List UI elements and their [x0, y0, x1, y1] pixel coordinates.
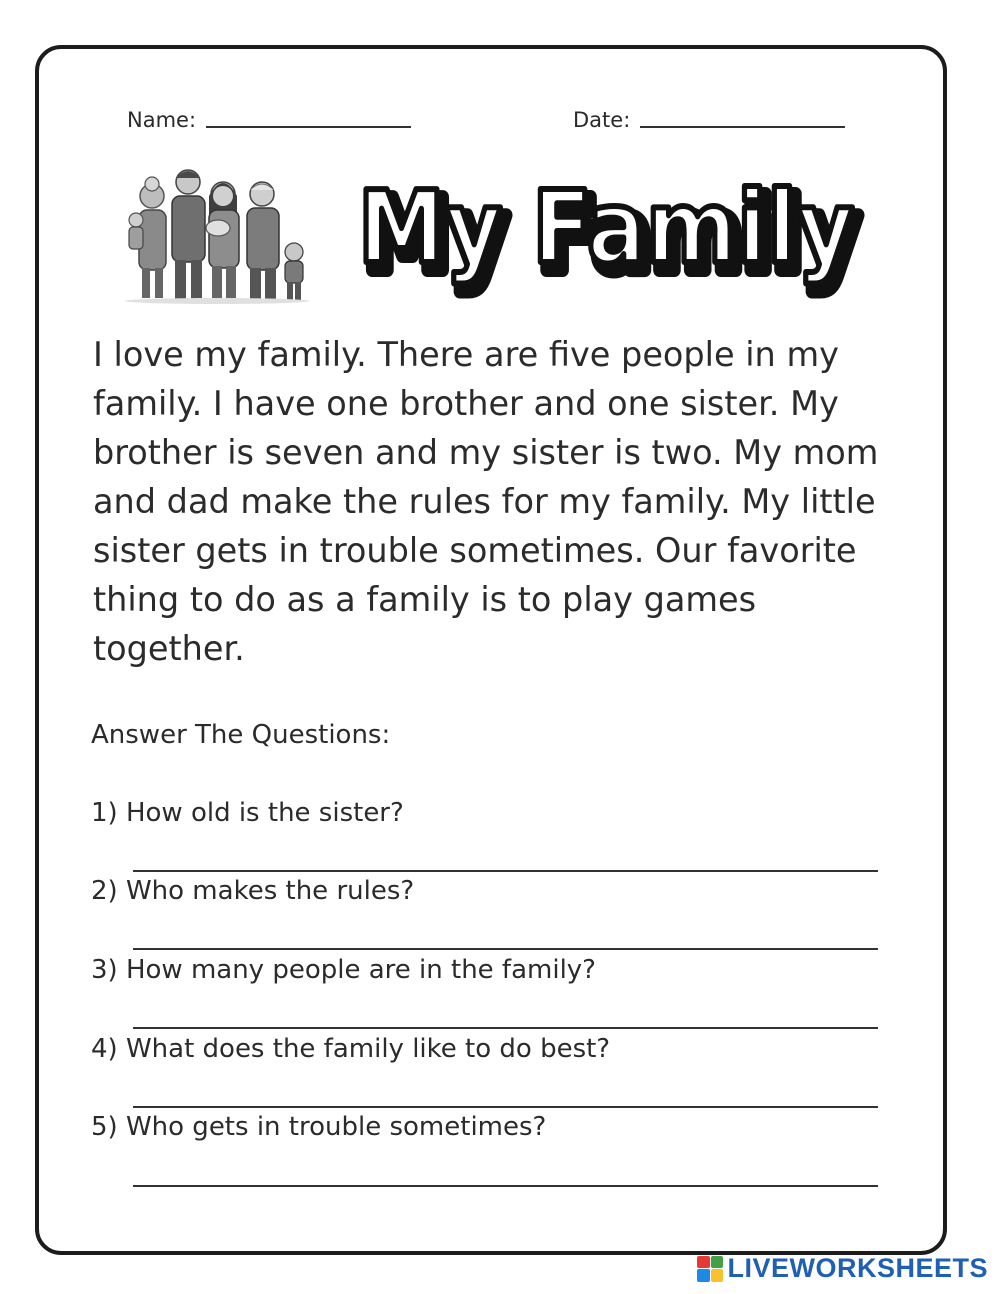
answer-line-3[interactable]	[133, 1027, 878, 1029]
answer-line-4[interactable]	[133, 1106, 878, 1108]
name-input-line[interactable]	[206, 125, 411, 128]
question-3: 3) How many people are in the family?	[91, 955, 596, 985]
name-label: Name:	[127, 108, 197, 132]
title-my-family	[350, 152, 870, 302]
date-field	[573, 108, 845, 132]
name-field	[127, 108, 411, 132]
date-input-line[interactable]	[640, 125, 845, 128]
brand-text: LIVEWORKSHEETS	[727, 1253, 988, 1283]
answer-line-2[interactable]	[133, 948, 878, 950]
date-label: Date:	[573, 108, 631, 132]
liveworksheets-brand[interactable]	[697, 1253, 988, 1284]
question-4: 4) What does the family like to do best?	[91, 1034, 611, 1064]
reading-passage: I love my family. There are five people in my family. I have one brother and one sister. My brother is seven and my sister is two. My mom and dad make the rules for my family. My little sister gets in trouble sometimes. Our favorite thing to do as a family is to play games together.	[93, 335, 879, 668]
question-2: 2) Who makes the rules?	[91, 876, 415, 906]
svg-text:My Family: My Family	[358, 169, 854, 286]
svg-text:My Family: My Family	[364, 177, 860, 294]
liveworksheets-logo-icon	[697, 1256, 723, 1282]
answer-line-5[interactable]	[133, 1185, 878, 1187]
family-illustration-icon	[122, 160, 312, 305]
question-1: 1) How old is the sister?	[91, 798, 404, 828]
answer-line-1[interactable]	[133, 870, 878, 872]
questions-heading: Answer The Questions:	[91, 720, 391, 750]
question-5: 5) Who gets in trouble sometimes?	[91, 1112, 547, 1142]
